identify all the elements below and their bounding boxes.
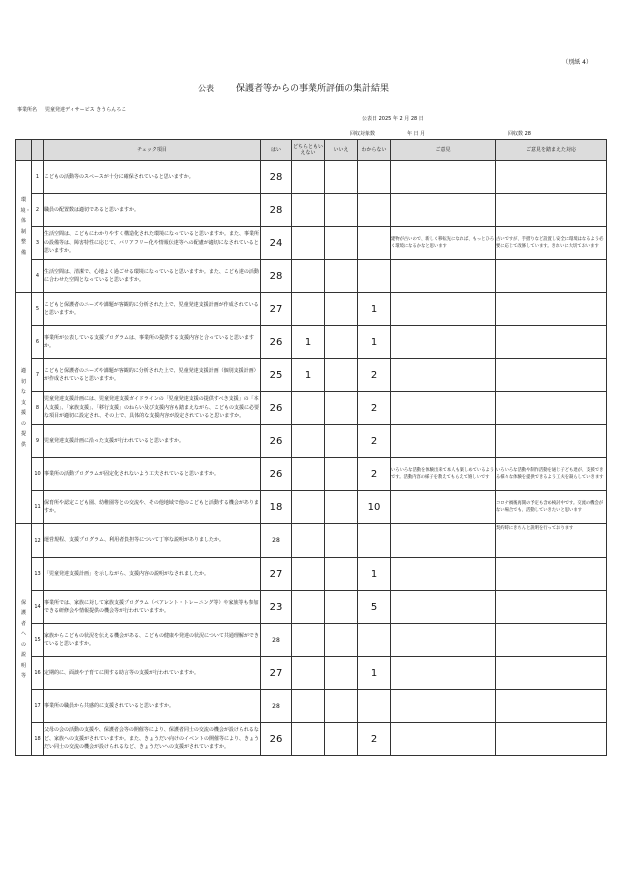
table-row	[16, 227, 607, 260]
table-row	[16, 591, 607, 624]
response-text	[496, 260, 607, 293]
count-yes: 24	[261, 227, 292, 260]
header-no: いいえ	[325, 140, 358, 161]
item-number: 3	[32, 227, 44, 260]
header-category	[16, 140, 32, 161]
category-label: 適切な支援の提供	[20, 368, 26, 448]
check-item-text: 運営規程、支援プログラム、利用者負担等について丁寧な説明がありましたか。	[44, 524, 261, 558]
header-yes: はい	[261, 140, 292, 161]
check-item-text: 事業所の活動プログラムが固定化されないよう工夫されていると思いますか。	[44, 458, 261, 491]
table-row	[16, 624, 607, 657]
check-item-text: 保育所や認定こども園、幼稚園等との交流や、その他地域で他のこどもと活動する機会がありますか。	[44, 491, 261, 524]
opinion-text	[391, 524, 496, 558]
check-item-text: 事業所が公表している支援プログラムは、事業所の提供する支援内容と合っていると思いますか。	[44, 326, 261, 359]
count-yes: 28	[261, 161, 292, 194]
table-row	[16, 293, 607, 326]
header-unknown: わからない	[358, 140, 391, 161]
opinion-text	[391, 161, 496, 194]
response-text	[496, 326, 607, 359]
opinion-text	[391, 359, 496, 392]
count-neither	[292, 558, 325, 591]
table-row	[16, 359, 607, 392]
item-number: 4	[32, 260, 44, 293]
item-number: 17	[32, 690, 44, 723]
count-yes: 27	[261, 558, 292, 591]
count-neither	[292, 723, 325, 756]
title-text: 保護者等からの事業所評価の集計結果	[236, 84, 390, 94]
opinion-text	[391, 657, 496, 690]
respondents-label: 回収対象数	[350, 131, 376, 137]
count-yes: 23	[261, 591, 292, 624]
count-no	[325, 458, 358, 491]
count-no	[325, 326, 358, 359]
count-yes: 27	[261, 293, 292, 326]
count-yes: 26	[261, 723, 292, 756]
count-unknown: 2	[358, 392, 391, 425]
count-yes: 28	[261, 624, 292, 657]
check-item-text: 定期的に、面談や子育てに関する助言等の支援が行われていますか。	[44, 657, 261, 690]
opinion-text	[391, 260, 496, 293]
count-no	[325, 624, 358, 657]
item-number: 8	[32, 392, 44, 425]
item-number: 2	[32, 194, 44, 227]
header-neither: どちらともいえない	[292, 140, 325, 161]
count-neither	[292, 690, 325, 723]
category-cell	[16, 161, 32, 293]
table-row	[16, 260, 607, 293]
count-unknown: 1	[358, 657, 391, 690]
category-label: 保護者への説明等	[20, 599, 26, 679]
item-number: 10	[32, 458, 44, 491]
table-row	[16, 161, 607, 194]
category-cell	[16, 293, 32, 524]
check-item-text: 生活空間は、清潔で、心地よく過ごせる環境になっていると思いますか。また、こども達の活動に合わせた空間となっていると思いますか。	[44, 260, 261, 293]
item-number: 18	[32, 723, 44, 756]
opinion-text	[391, 690, 496, 723]
count-yes: 26	[261, 458, 292, 491]
check-item-text: 生活空間は、こどもにわかりやすく構造化された環境になっていると思いますか。また、事業所の設備等は、障害特性に応じて、バリアフリー化や情報伝達等への配慮が適切になされていると思いますか。	[44, 227, 261, 260]
publication-label: 公表	[198, 84, 214, 93]
opinion-text	[391, 425, 496, 458]
count-yes: 26	[261, 425, 292, 458]
item-number: 12	[32, 524, 44, 558]
count-unknown: 2	[358, 359, 391, 392]
count-no	[325, 392, 358, 425]
check-item-text: こどもと保護者のニーズや課題が客観的に分析された上で、児童発達支援計画（個別支援計画）が作成されていると思いますか。	[44, 359, 261, 392]
table-row	[16, 458, 607, 491]
document-title	[180, 81, 480, 94]
opinion-text: 建物が古いので、新しく移転先になれば、もっとひろく環境になるかなと思います	[391, 227, 496, 260]
count-unknown: 1	[358, 558, 391, 591]
count-neither	[292, 524, 325, 558]
count-yes: 27	[261, 657, 292, 690]
table-row	[16, 723, 607, 756]
count-unknown: 2	[358, 458, 391, 491]
count-no	[325, 227, 358, 260]
item-number: 7	[32, 359, 44, 392]
header-response: ご意見を踏まえた対応	[496, 140, 607, 161]
count-no	[325, 591, 358, 624]
check-item-text: 児童発達支援計画に沿った支援が行われていると思いますか。	[44, 425, 261, 458]
item-number: 1	[32, 161, 44, 194]
count-no	[325, 723, 358, 756]
count-neither	[292, 260, 325, 293]
count-neither	[292, 161, 325, 194]
response-text	[496, 624, 607, 657]
response-text	[496, 359, 607, 392]
count-neither	[292, 624, 325, 657]
count-neither	[292, 591, 325, 624]
count-neither	[292, 458, 325, 491]
count-no	[325, 491, 358, 524]
opinion-text	[391, 293, 496, 326]
count-neither: 1	[292, 359, 325, 392]
check-item-text: こどもと保護者のニーズや課題が客観的に分析された上で、児童発達支援計画が作成されていると思いますか。	[44, 293, 261, 326]
office-info	[17, 106, 126, 113]
check-item-text: 事業所の職員から共感的に支援されていると思いますか。	[44, 690, 261, 723]
count-neither	[292, 194, 325, 227]
response-text	[496, 657, 607, 690]
count-unknown	[358, 624, 391, 657]
item-number: 13	[32, 558, 44, 591]
count-unknown	[358, 690, 391, 723]
count-unknown: 10	[358, 491, 391, 524]
opinion-text	[391, 194, 496, 227]
item-number: 9	[32, 425, 44, 458]
response-text	[496, 194, 607, 227]
appendix-label: （別紙 4）	[562, 59, 592, 66]
response-text	[496, 392, 607, 425]
respondents-value: 年 日 月	[407, 131, 426, 137]
count-unknown: 2	[358, 723, 391, 756]
count-yes: 28	[261, 194, 292, 227]
office-name: 児童発達ディサービス きうらんろこ	[45, 107, 127, 113]
count-unknown	[358, 260, 391, 293]
opinion-text	[391, 326, 496, 359]
header-check-item: チェック項目	[44, 140, 261, 161]
check-item-text: 児童発達支援計画には、児童発達支援ガイドラインの「児童発達支援の提供すべき支援」の「本人支援」、「家族支援」、「移行支援」のねらい及び支援内容も踏まえながら、こどもの支援に必要な項目が適切に設定され、その上で、具体的な支援内容が設定されていると思いますか。	[44, 392, 261, 425]
count-yes: 28	[261, 260, 292, 293]
table-row	[16, 194, 607, 227]
count-neither: 1	[292, 326, 325, 359]
count-unknown	[358, 161, 391, 194]
opinion-text	[391, 491, 496, 524]
count-no	[325, 293, 358, 326]
table-row	[16, 425, 607, 458]
office-label: 事業所名	[17, 107, 38, 113]
count-neither	[292, 491, 325, 524]
collected-count: 回収数 28	[508, 131, 531, 137]
response-text	[496, 161, 607, 194]
count-unknown: 1	[358, 326, 391, 359]
count-no	[325, 657, 358, 690]
category-cell	[16, 524, 32, 756]
item-number: 15	[32, 624, 44, 657]
count-unknown: 2	[358, 425, 391, 458]
publication-date: 公表日 2025 年 2 月 28 日	[362, 116, 424, 122]
check-item-text: 「児童発達支援計画」を示しながら、支援内容の説明がなされましたか。	[44, 558, 261, 591]
response-text	[496, 723, 607, 756]
response-text	[496, 690, 607, 723]
response-text	[496, 425, 607, 458]
count-unknown	[358, 194, 391, 227]
response-text: 契約時にきちんと説明を行っております	[496, 524, 607, 558]
check-item-text: 職員の配置数は適切であると思いますか。	[44, 194, 261, 227]
header-number	[32, 140, 44, 161]
count-neither	[292, 425, 325, 458]
count-no	[325, 161, 358, 194]
count-unknown: 1	[358, 293, 391, 326]
count-yes: 28	[261, 524, 292, 558]
check-item-text: 父母の会の活動の支援や、保護者会等の開催等により、保護者同士の交流の機会が設けられるなど、家族への支援がされていますか。また、きょうだい向けのイベントの開催等により、きょうだい同士の交流の機会が設けられるなど、きょうだいへの支援がされていますか。	[44, 723, 261, 756]
category-label: 環境・体制整備	[20, 197, 31, 256]
count-yes: 26	[261, 392, 292, 425]
table-row	[16, 524, 607, 558]
item-number: 16	[32, 657, 44, 690]
table-row	[16, 392, 607, 425]
check-item-text: こどもの活動等のスペースが十分に確保されていると思いますか。	[44, 161, 261, 194]
opinion-text	[391, 392, 496, 425]
count-neither	[292, 657, 325, 690]
count-neither	[292, 392, 325, 425]
count-yes: 28	[261, 690, 292, 723]
table-header-row	[16, 140, 607, 161]
response-text	[496, 558, 607, 591]
response-text: 古いですが、手摺りなど設置し安全に環境はなるよう必要に応じて改修しています。きれいに大切ておいます	[496, 227, 607, 260]
item-number: 5	[32, 293, 44, 326]
item-number: 11	[32, 491, 44, 524]
opinion-text	[391, 624, 496, 657]
table-row	[16, 558, 607, 591]
count-yes: 25	[261, 359, 292, 392]
item-number: 6	[32, 326, 44, 359]
table-row	[16, 657, 607, 690]
count-no	[325, 558, 358, 591]
count-unknown	[358, 227, 391, 260]
count-unknown: 5	[358, 591, 391, 624]
count-no	[325, 690, 358, 723]
check-item-text: 事業所では、家族に対して家族支援プログラム（ペアレント・トレーニング等）や家族等も参加できる研修会や情報提供の機会等が行われていますか。	[44, 591, 261, 624]
response-text: コロナ禍後再開の予定も含め検討中です。交流の機会がない場合でも、活動していきたいと思います	[496, 491, 607, 524]
response-text: いろいろな活動や制作活動を通じ子ども達が、支援できる様々な体験を提供できるよう工夫を凝らしていきます	[496, 458, 607, 491]
check-item-text: 家族からこどもの状況を伝える機会がある、こどもの健康や発達の状況について共通理解ができていると思いますか。	[44, 624, 261, 657]
count-no	[325, 194, 358, 227]
table-row	[16, 491, 607, 524]
opinion-text: いろいろな活動を体験出来て本人も楽しめているようです。活動内容の様子を教えてもらえて嬉しいです	[391, 458, 496, 491]
count-unknown	[358, 524, 391, 558]
opinion-text	[391, 723, 496, 756]
response-text	[496, 293, 607, 326]
evaluation-table	[15, 139, 607, 756]
count-no	[325, 359, 358, 392]
table-row	[16, 690, 607, 723]
count-neither	[292, 227, 325, 260]
header-opinion: ご意見	[391, 140, 496, 161]
count-neither	[292, 293, 325, 326]
item-number: 14	[32, 591, 44, 624]
count-no	[325, 524, 358, 558]
opinion-text	[391, 558, 496, 591]
count-no	[325, 260, 358, 293]
count-no	[325, 425, 358, 458]
table-row	[16, 326, 607, 359]
count-yes: 18	[261, 491, 292, 524]
count-yes: 26	[261, 326, 292, 359]
response-text	[496, 591, 607, 624]
opinion-text	[391, 591, 496, 624]
